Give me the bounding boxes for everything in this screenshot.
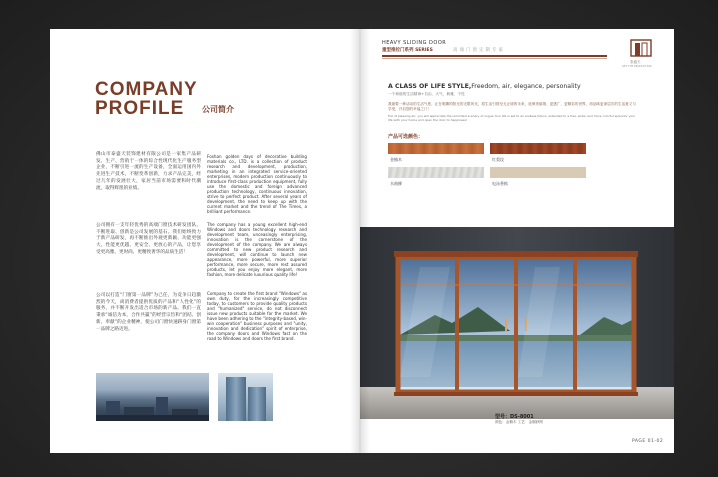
en-paragraph-1: Foshan golden days of decorative building materials co., LTD. is a collection of product research and development, production, marketing in an integrated service-oriented enterprises, modern production continuously to introduce first-class production equipment, fully use the domestic and foreign advanced production technology, continuous innovation, strive to perfect product. After several years of development, the need to keep up with the current market and the trend of The Times, a brilliant performance. [207,154,307,214]
intro-cn: 我最要一种活动的生活气度，让在明媚的阳光的无限风光，将生活引领至无止境的未来，延伸美丽境、更透广，更精彩的世界，再品味更深层次的生活意义与享受，开启您的幸福之门！ [388,102,636,112]
slogan-cn: 一个和谐的生活精神+自由、大气、典雅、个性 [388,92,465,96]
slogan [388,83,581,90]
title-cn: 公司简介 [202,105,234,114]
header-rule-thin [382,58,607,59]
brand-name: 泰盛天 [630,60,641,64]
header-tagline: 高端门窗定制专家 [453,48,505,53]
header-title-cn: 重型推拉门系列 SERIES [382,48,433,53]
slogan-rest: Freedom, air, elegance, personality [471,83,581,90]
colors-title: 产品可选颜色： [388,134,424,140]
title-profile: PROFILE [95,98,185,119]
product-model-details: 颜色：金楠木 工艺：金刚砂网 [495,420,543,424]
office-tower-photo [218,373,273,421]
color-swatch [388,167,484,178]
swatch-label: 红梨纹 [492,157,504,162]
color-swatch [388,143,484,154]
sliding-door-photo [360,227,674,419]
brand-logo-icon [630,39,652,57]
header-title-en: HEAVY SLIDING DOOR [382,40,447,46]
en-paragraph-2: The company has a young excellent high-end Windows and doors technology research and development team, unceasingly enterprising, innovation is the cornerstone of the development of the company. We are always committed to new product research and development, will continue to launch new appearance, more powerful, more superior performance, more secure, more rest assured products, let you enjoy more elegant, more fashion, more delicate luxurious quality life! [207,222,307,277]
header-rule [382,55,607,57]
cn-paragraph-2: 公司拥有一支年轻优秀的高端门窗技术研发团队，不断进取、创新是公司发展的基石。我们始终致力于新产品研发，再不断推出外观更新颖、功能更强大、性能更优越、更安全、更放心的产品，让您享受更高雅、更时尚、更精致奢华的品质生活！ [96,223,201,255]
title-company: COMPANY [95,79,198,100]
slogan-strong: A CLASS OF LIFE STYLE, [388,83,472,90]
en-paragraph-3: Company to create the first brand "Windows" as own duty, for the increasingly competitive today, to customers to provide quality products and "humanized" service, do not disconnect issue new products suitable for the market. We have been adhering to the "integrity-based, win-win cooperation" business purposes and "unity, innovation and dedication" spirit of enterprise, the company doors and Windows fast on the road to Windows and doors the first brand. [207,291,307,341]
cn-paragraph-1: 佛山市泰盛天装饰建材有限公司是一家集产品研发、生产、营销于一体的综合性现代化生产服务型企业，不断引进一流的生产设备，全面运用国内外先进生产技术，不断变革创新，力求产品完美，经过几年的发展壮大，家居当前市场需要和时代潮流，取得辉煌的业绩。 [96,152,201,191]
intro-en: Full of pleasing air, you will appreciate the unlimited scenery of vogue Your life is set to an endless future, extended to a free, wider and more colorful splendor your life with your home and open the door to happiness! [388,114,636,123]
product-model: 型号：DS-8001 [495,414,534,420]
swatch-label: 水曲柳 [390,181,402,186]
cn-paragraph-3: 公司以打造“门窗第一品牌”为己任，为竞争日趋激烈的今天，尚消费者提供优质的产品和“人性化”的服务，并不断开发出适合市场的新产品。我们一直秉承“诚信为本，合作共赢”的经营宗旨和“团结、创新、奉献”的企业精神，使公司门窗快速跻身门窗第一品牌之路迈进。 [96,293,201,332]
left-page [50,29,360,453]
swatch-label: 金楠木 [390,157,402,162]
color-swatch [490,143,586,154]
color-swatch [490,167,586,178]
swatch-label: 电泳香槟 [492,181,508,186]
brand-sub: GET THE PRODUCTION [622,65,652,68]
right-page [360,29,674,453]
page-number: PAGE 01-02 [632,439,664,444]
city-night-photo [96,373,209,421]
book-spine-shadow [350,29,370,453]
